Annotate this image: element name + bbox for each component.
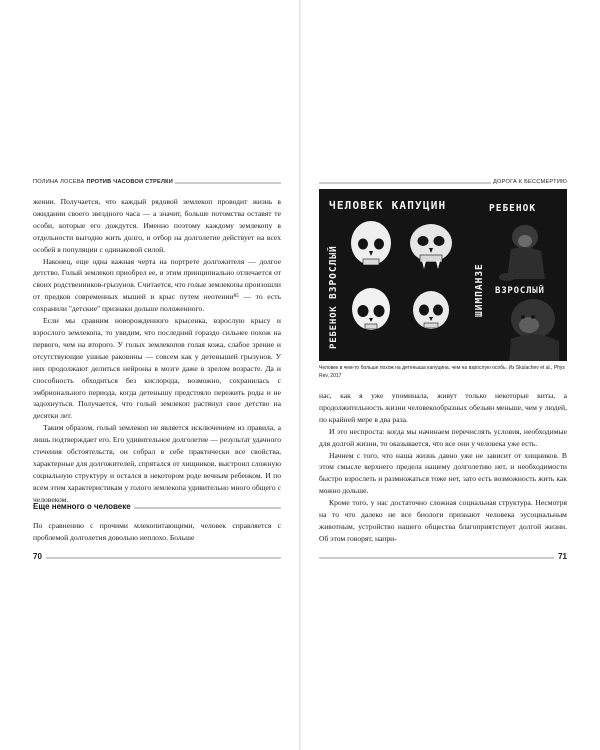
- right-running-head: [319, 179, 567, 185]
- label-child-top: РЕБЕНОК: [489, 203, 537, 214]
- running-head-author: ПОЛИНА ЛОСЕВА: [33, 179, 85, 185]
- running-head-dots: [319, 182, 491, 184]
- label-adult-left: ВЗРОСЛЫЙ: [328, 245, 339, 299]
- section-heading-text: Еще немного о человеке: [33, 502, 131, 511]
- running-head-chapter: ДОРОГА К БЕССМЕРТИЮ: [493, 179, 567, 185]
- section-heading: [33, 502, 281, 511]
- left-body-text: [33, 196, 281, 506]
- right-page: [301, 0, 600, 750]
- running-head-book-title: ПРОТИВ ЧАСОВОЙ СТРЕЛКИ: [86, 179, 174, 185]
- label-chimpanzee: ШИМПАНЗЕ: [474, 263, 485, 317]
- right-page-footer: [319, 552, 567, 561]
- paragraph: нас, как я уже упоминала, живут только некоторые киты, а продолжительность жизни человекообразных обезьян меньше, чем у людей, по крайней мере в два раза.: [319, 391, 567, 424]
- right-body-text: [319, 390, 567, 545]
- illustration-svg: [319, 189, 567, 361]
- running-head-dots: [175, 182, 281, 184]
- footer-dots: [46, 557, 281, 559]
- section-heading-dots: [134, 507, 281, 509]
- figure-caption: Человек в чем-то больше похож на детеныша капуцина, чем на взрослую особь. Из Skulachev et al., Phys Rev, 2017: [319, 365, 565, 379]
- paragraph: Если мы сравним новорожденного крысенка, взрослую крысу и взрослого землекопа, то увидим, что последний гораздо сильнее похож на первого, чем на второго. У голых землекопов голая кожа, слабое зрение и отсутствующие ушные раковины — совсем как у детенышей грызунов. У них продолжают делиться нейроны в мозге даже в зрелом возрасте. Да и способность обходиться без кислорода, возможно, сохранилась с эмбрионального периода, когда детенышу предстояло пережить роды и не задохнуться. Получается, что голый землекоп растянул свое детство на десятки лет.: [33, 316, 281, 421]
- paragraph: Таким образом, голый землекоп не является исключением из правила, а лишь подтверждает его. Его удивительное долголетие — результат удачного стечения обстоятельств, он собрал в себе практически все свойства, характерные для долгожителей, спрятался от хищников, выстроил сложную социальную структуру и остался в некотором роде вечным ребенком. И по всем этим характеристикам у голого землекопа удивительно много общего с человеком.: [33, 423, 281, 504]
- paragraph: Начнем с того, что наша жизнь давно уже не зависит от хищников. В этом смысле верхнего предела нашему долголетию нет, и необходимости быстро взрослеть и размножаться тоже нет, зато есть возможность жить как можно дольше.: [319, 450, 567, 496]
- left-running-head: [33, 179, 281, 185]
- label-child-left: РЕБЕНОК: [329, 305, 339, 349]
- left-page: [0, 0, 299, 750]
- paragraph: Наконец, еще одна важная черта на портрете долгожителя — долгое детство. Голый землекоп приобрел ее, и этим принципиально отличается от своих родственников-грызунов. Считается, что голые землекопы произошли от предков современных мышей и крыс путем неотении⁸⁵ — то есть сохранили "детские" признаки дольше положенного.: [33, 256, 281, 314]
- left-page-footer: [33, 552, 281, 561]
- page-number: 71: [558, 552, 567, 561]
- paragraph: жении. Получается, что каждый рядовой землекоп проводит жизнь в ожидании своего звездного часа — а значит, больше потомства оставят те особи, которые его дождутся. Именно поэтому каждому землекопу в отдельности выгодно жить долго, и отбор на долголетие действует на всех особей в популяции с одинаковой силой.: [33, 197, 281, 254]
- capuchin-child-skull: [413, 291, 449, 329]
- skull-comparison-illustration: [319, 189, 567, 361]
- paragraph: Кроме того, у нас достаточно сложная социальная структура. Несмотря на то что далеко не все биологи признают человека эусоциальным животным, устройство нашего общества благоприятствует долгой жизни. Об этом говорят, напри-: [319, 498, 567, 543]
- paragraph: По сравнению с прочими млекопитающими, человек справляется с проблемой долголетия довольно неплохо. Больше: [33, 521, 281, 542]
- paragraph: И это неспроста: когда мы начинаем перечислять условия, необходимые для долгой жизни, то оказывается, что все они у человека уже есть.: [319, 426, 567, 448]
- footer-dots: [319, 557, 554, 559]
- page-number: 70: [33, 552, 42, 561]
- label-adult-right: ВЗРОСЛЫЙ: [495, 286, 545, 296]
- left-section-text: [33, 520, 281, 544]
- human-adult-skull: [351, 221, 391, 265]
- human-child-skull: [352, 288, 390, 330]
- label-human-capuchin: ЧЕЛОВЕК КАПУЦИН: [329, 199, 447, 212]
